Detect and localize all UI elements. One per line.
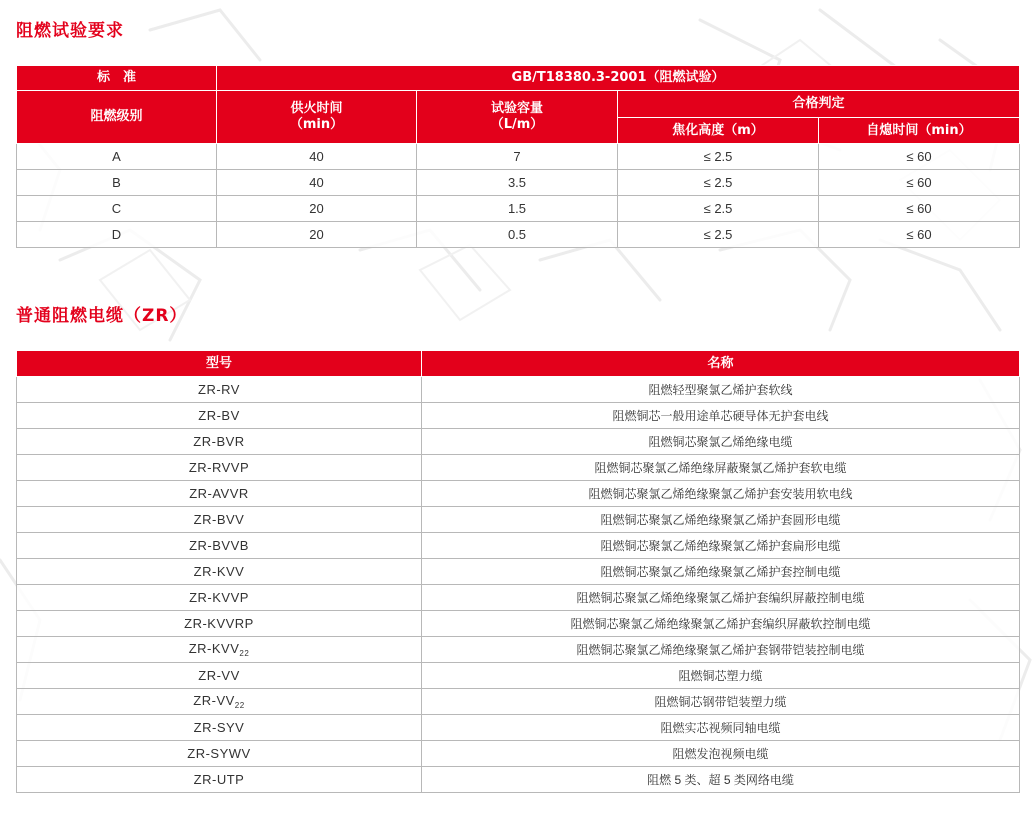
cell-volume: 7 bbox=[417, 144, 618, 170]
table-row bbox=[17, 455, 1020, 481]
table-row bbox=[17, 533, 1020, 559]
cell-grade: C bbox=[17, 196, 217, 222]
cell-model bbox=[17, 637, 422, 663]
table-row bbox=[17, 611, 1020, 637]
header-char-height: 焦化高度（m） bbox=[618, 118, 819, 144]
cell-char-height: ≤ 2.5 bbox=[618, 196, 819, 222]
model-subscript: 22 bbox=[239, 649, 250, 658]
table-row bbox=[17, 559, 1020, 585]
cell-model bbox=[17, 741, 422, 767]
cell-name: 阻燃发泡视频电缆 bbox=[422, 741, 1020, 767]
header-row-standard bbox=[17, 66, 1020, 91]
cell-self-extinguish: ≤ 60 bbox=[819, 144, 1020, 170]
header-fire-time-label: 供火时间 bbox=[290, 101, 343, 116]
model-text: ZR-AVVR bbox=[189, 486, 249, 501]
model-text: ZR-VV bbox=[198, 668, 240, 683]
cell-name: 阻燃铜芯聚氯乙烯绝缘聚氯乙烯护套编织屏蔽软控制电缆 bbox=[422, 611, 1020, 637]
cell-char-height: ≤ 2.5 bbox=[618, 222, 819, 248]
section-title-zr-cable: 普通阻燃电缆（ZR） bbox=[16, 306, 188, 326]
cell-name: 阻燃铜芯聚氯乙烯绝缘电缆 bbox=[422, 429, 1020, 455]
cell-name: 阻燃铜芯聚氯乙烯绝缘聚氯乙烯护套圆形电缆 bbox=[422, 507, 1020, 533]
model-text: ZR-SYV bbox=[193, 720, 245, 735]
cell-model bbox=[17, 663, 422, 689]
cell-name: 阻燃铜芯一般用途单芯硬导体无护套电线 bbox=[422, 403, 1020, 429]
cell-name: 阻燃铜芯塑力缆 bbox=[422, 663, 1020, 689]
model-text: ZR-SYWV bbox=[187, 746, 251, 761]
cell-name: 阻燃铜芯聚氯乙烯绝缘屏蔽聚氯乙烯护套软电缆 bbox=[422, 455, 1020, 481]
cell-name: 阻燃铜芯聚氯乙烯绝缘聚氯乙烯护套安装用软电线 bbox=[422, 481, 1020, 507]
header-row-columns bbox=[17, 91, 1020, 118]
cell-model bbox=[17, 455, 422, 481]
cell-char-height: ≤ 2.5 bbox=[618, 144, 819, 170]
model-text: ZR-KVVP bbox=[189, 590, 249, 605]
cell-fire-time: 40 bbox=[217, 144, 417, 170]
cell-model bbox=[17, 403, 422, 429]
table-row bbox=[17, 481, 1020, 507]
cell-name: 阻燃铜芯聚氯乙烯绝缘聚氯乙烯护套控制电缆 bbox=[422, 559, 1020, 585]
header-grade: 阻燃级别 bbox=[17, 91, 217, 144]
header-standard-label: 标 准 bbox=[17, 66, 217, 91]
cell-model bbox=[17, 689, 422, 715]
header-volume bbox=[417, 91, 618, 144]
header-row bbox=[17, 351, 1020, 377]
model-text: ZR-BVVB bbox=[189, 538, 249, 553]
header-volume-label: 试验容量 bbox=[490, 101, 543, 116]
cell-name: 阻燃实芯视频同轴电缆 bbox=[422, 715, 1020, 741]
table-row bbox=[17, 663, 1020, 689]
model-text: ZR-RVVP bbox=[188, 460, 250, 475]
cell-name: 阻燃铜芯聚氯乙烯绝缘聚氯乙烯护套扁形电缆 bbox=[422, 533, 1020, 559]
flame-test-table bbox=[16, 65, 1020, 248]
model-text: ZR-RV bbox=[198, 382, 240, 397]
table-row bbox=[17, 689, 1020, 715]
table-row bbox=[17, 507, 1020, 533]
cell-volume: 0.5 bbox=[417, 222, 618, 248]
table-row bbox=[17, 715, 1020, 741]
header-model: 型号 bbox=[17, 351, 422, 377]
model-text: ZR-KVV bbox=[193, 564, 245, 579]
cell-model bbox=[17, 429, 422, 455]
cell-self-extinguish: ≤ 60 bbox=[819, 222, 1020, 248]
table-row bbox=[17, 170, 1020, 196]
cell-volume: 1.5 bbox=[417, 196, 618, 222]
model-text: ZR-KVV bbox=[188, 641, 240, 656]
cell-model bbox=[17, 377, 422, 403]
cell-grade: A bbox=[17, 144, 217, 170]
header-pass: 合格判定 bbox=[618, 91, 1020, 118]
cell-fire-time: 20 bbox=[217, 222, 417, 248]
cell-model bbox=[17, 481, 422, 507]
cell-name: 阻燃轻型聚氯乙烯护套软线 bbox=[422, 377, 1020, 403]
table-row bbox=[17, 637, 1020, 663]
model-subscript: 22 bbox=[234, 701, 245, 710]
cell-volume: 3.5 bbox=[417, 170, 618, 196]
header-fire-time-unit: （min） bbox=[289, 117, 344, 132]
cell-name: 阻燃铜芯聚氯乙烯绝缘聚氯乙烯护套钢带铠装控制电缆 bbox=[422, 637, 1020, 663]
cell-char-height: ≤ 2.5 bbox=[618, 170, 819, 196]
cell-name: 阻燃铜芯聚氯乙烯绝缘聚氯乙烯护套编织屏蔽控制电缆 bbox=[422, 585, 1020, 611]
header-name: 名称 bbox=[422, 351, 1020, 377]
model-text: ZR-KVVRP bbox=[184, 616, 254, 631]
cell-model bbox=[17, 507, 422, 533]
cell-grade: D bbox=[17, 222, 217, 248]
table-row bbox=[17, 585, 1020, 611]
header-standard-value: GB/T18380.3-2001（阻燃试验） bbox=[217, 66, 1020, 91]
cell-model bbox=[17, 715, 422, 741]
cell-self-extinguish: ≤ 60 bbox=[819, 170, 1020, 196]
model-text: ZR-BVR bbox=[193, 434, 245, 449]
cell-model bbox=[17, 611, 422, 637]
cell-fire-time: 20 bbox=[217, 196, 417, 222]
cell-model bbox=[17, 585, 422, 611]
cell-name: 阻燃铜芯钢带铠装塑力缆 bbox=[422, 689, 1020, 715]
cell-fire-time: 40 bbox=[217, 170, 417, 196]
cell-self-extinguish: ≤ 60 bbox=[819, 196, 1020, 222]
cell-name: 阻燃 5 类、超 5 类网络电缆 bbox=[422, 767, 1020, 793]
cell-model bbox=[17, 767, 422, 793]
table-row bbox=[17, 403, 1020, 429]
table-row bbox=[17, 222, 1020, 248]
model-text: ZR-VV bbox=[193, 693, 235, 708]
table-row bbox=[17, 429, 1020, 455]
model-text: ZR-BV bbox=[198, 408, 240, 423]
cell-model bbox=[17, 559, 422, 585]
model-text: ZR-UTP bbox=[193, 772, 245, 787]
section-title-flame-test: 阻燃试验要求 bbox=[16, 21, 124, 41]
table-row bbox=[17, 144, 1020, 170]
table-row bbox=[17, 741, 1020, 767]
model-text: ZR-BVV bbox=[193, 512, 245, 527]
header-self-extinguish: 自熄时间（min） bbox=[819, 118, 1020, 144]
zr-cable-table bbox=[16, 350, 1020, 793]
table-row bbox=[17, 767, 1020, 793]
table-row bbox=[17, 196, 1020, 222]
header-fire-time bbox=[217, 91, 417, 144]
table-row bbox=[17, 377, 1020, 403]
header-volume-unit: （L/m） bbox=[490, 117, 544, 132]
cell-grade: B bbox=[17, 170, 217, 196]
cell-model bbox=[17, 533, 422, 559]
